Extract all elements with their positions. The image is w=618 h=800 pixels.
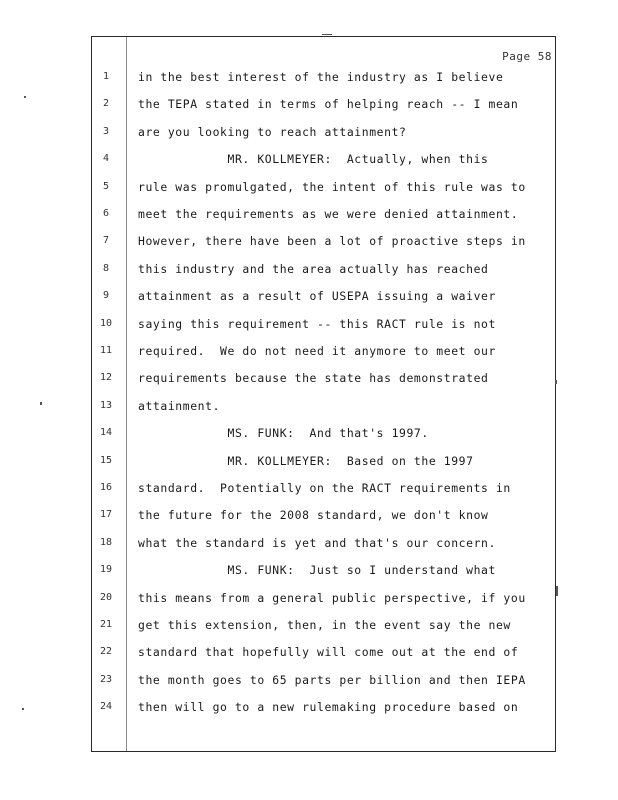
line-number: 8	[102, 263, 110, 274]
transcript-line: attainment.	[138, 399, 221, 413]
line-number: 9	[102, 290, 110, 301]
line-number: 19	[99, 564, 113, 575]
line-number: 2	[102, 98, 110, 109]
transcript-line: get this extension, then, in the event say the new	[138, 618, 511, 632]
transcript-line: what the standard is yet and that's our concern.	[138, 536, 496, 550]
line-number: 17	[99, 509, 113, 520]
transcript-line: attainment as a result of USEPA issuing a waiver	[138, 289, 496, 303]
line-number: 1	[102, 71, 110, 82]
transcript-line: this industry and the area actually has reached	[138, 262, 489, 276]
line-number: 10	[99, 318, 113, 329]
scan-speck	[24, 96, 26, 98]
line-number: 23	[99, 674, 113, 685]
scan-speck	[40, 402, 42, 405]
transcript-line: requirements because the state has demonstrated	[138, 371, 489, 385]
transcript-line: this means from a general public perspective, if you	[138, 591, 526, 605]
transcript-line: the TEPA stated in terms of helping reach -- I mean	[138, 97, 519, 111]
line-number-margin-rule	[126, 37, 127, 751]
line-number: 20	[99, 592, 113, 603]
transcript-line: standard. Potentially on the RACT requirements in	[138, 481, 511, 495]
line-number: 16	[99, 482, 113, 493]
scan-speck	[556, 586, 558, 596]
transcript-line: MS. FUNK: Just so I understand what	[138, 563, 496, 577]
page-number: Page 58	[502, 50, 552, 63]
line-number: 5	[102, 181, 110, 192]
line-number: 3	[102, 126, 110, 137]
transcript-line: saying this requirement -- this RACT rule is not	[138, 317, 496, 331]
transcript-line: are you looking to reach attainment?	[138, 125, 407, 139]
line-number: 21	[99, 619, 113, 630]
transcript-line: standard that hopefully will come out at the end of	[138, 645, 519, 659]
line-number: 7	[102, 235, 110, 246]
scan-speck	[322, 34, 332, 35]
transcript-line: then will go to a new rulemaking procedure based on	[138, 700, 519, 714]
transcript-line: the future for the 2008 standard, we don't know	[138, 508, 489, 522]
transcript-line: meet the requirements as we were denied attainment.	[138, 207, 519, 221]
transcript-line: rule was promulgated, the intent of this rule was to	[138, 180, 526, 194]
line-number: 14	[99, 427, 113, 438]
line-number: 6	[102, 208, 110, 219]
transcript-line: MR. KOLLMEYER: Actually, when this	[138, 152, 489, 166]
scan-speck	[555, 380, 557, 384]
line-number: 15	[99, 455, 113, 466]
transcript-line: in the best interest of the industry as I believe	[138, 70, 504, 84]
scan-speck	[22, 708, 24, 710]
transcript-line: MR. KOLLMEYER: Based on the 1997	[138, 454, 474, 468]
transcript-line: MS. FUNK: And that's 1997.	[138, 426, 429, 440]
line-number: 12	[99, 372, 113, 383]
transcript-line: the month goes to 65 parts per billion and then IEPA	[138, 673, 526, 687]
line-number: 13	[99, 400, 113, 411]
line-number: 11	[99, 345, 113, 356]
transcript-line: However, there have been a lot of proactive steps in	[138, 234, 526, 248]
line-number: 24	[99, 701, 113, 712]
line-number: 18	[99, 537, 113, 548]
transcript-line: required. We do not need it anymore to meet our	[138, 344, 496, 358]
line-number: 4	[102, 153, 110, 164]
line-number: 22	[99, 646, 113, 657]
